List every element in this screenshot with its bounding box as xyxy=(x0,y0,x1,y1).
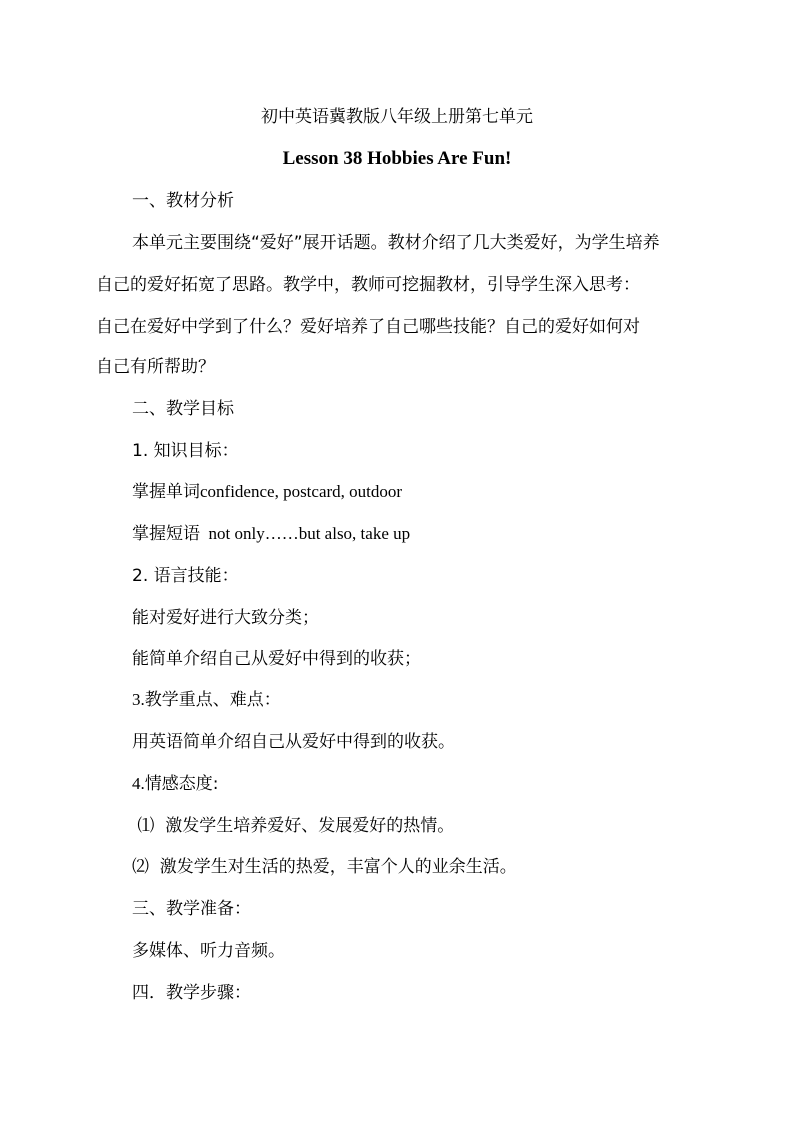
knowledge-phrases xyxy=(132,524,410,544)
section3-text: 多媒体、听力音频。 xyxy=(132,941,285,961)
knowledge-words-list: confidence, postcard, outdoor xyxy=(200,482,403,501)
section3-heading: 三、教学准备： xyxy=(132,899,251,919)
key-points-label xyxy=(132,690,281,710)
key-points-text: 用英语简单介绍自己从爱好中得到的收获。 xyxy=(132,732,455,752)
key-points-number: 3. xyxy=(132,690,145,709)
section1-para-line-3: 自己在爱好中学到了什么？爱好培养了自己哪些技能？自己的爱好如何对 xyxy=(96,317,640,337)
emotion-item-2: ⑵ 激发学生对生活的热爱，丰富个人的业余生活。 xyxy=(132,857,517,877)
key-points-label-text: 教学重点、难点： xyxy=(144,690,281,710)
emotion-number: 4. xyxy=(132,774,145,793)
skills-item-2: 能简单介绍自己从爱好中得到的收获； xyxy=(132,649,421,669)
section1-para-line-1: 本单元主要围绕“爱好”展开话题。教材介绍了几大类爱好，为学生培养 xyxy=(132,233,660,253)
knowledge-phrases-list: not only……but also, take up xyxy=(200,524,411,543)
knowledge-words xyxy=(132,482,402,502)
skills-label: 2. 语言技能： xyxy=(132,566,239,586)
skills-item-1: 能对爱好进行大致分类； xyxy=(132,608,319,628)
emotion-item-1: ⑴ 激发学生培养爱好、发展爱好的热情。 xyxy=(132,816,455,836)
emotion-label xyxy=(132,774,218,794)
section1-para-line-4: 自己有所帮助？ xyxy=(96,357,215,377)
emotion-label-text: 情感态度: xyxy=(144,774,219,794)
section1-heading: 一、教材分析 xyxy=(132,191,234,211)
knowledge-label: 1. 知识目标： xyxy=(132,441,239,461)
title-english: Lesson 38 Hobbies Are Fun! xyxy=(282,148,512,169)
knowledge-phrases-prefix: 掌握短语 xyxy=(132,524,200,544)
section2-heading: 二、教学目标 xyxy=(132,399,234,419)
section1-para-line-2: 自己的爱好拓宽了思路。教学中，教师可挖掘教材，引导学生深入思考： xyxy=(96,275,640,295)
title-chinese: 初中英语冀教版八年级上册第七单元 xyxy=(261,107,533,127)
knowledge-words-prefix: 掌握单词 xyxy=(132,482,200,502)
section4-heading: 四．教学步骤： xyxy=(132,983,251,1003)
